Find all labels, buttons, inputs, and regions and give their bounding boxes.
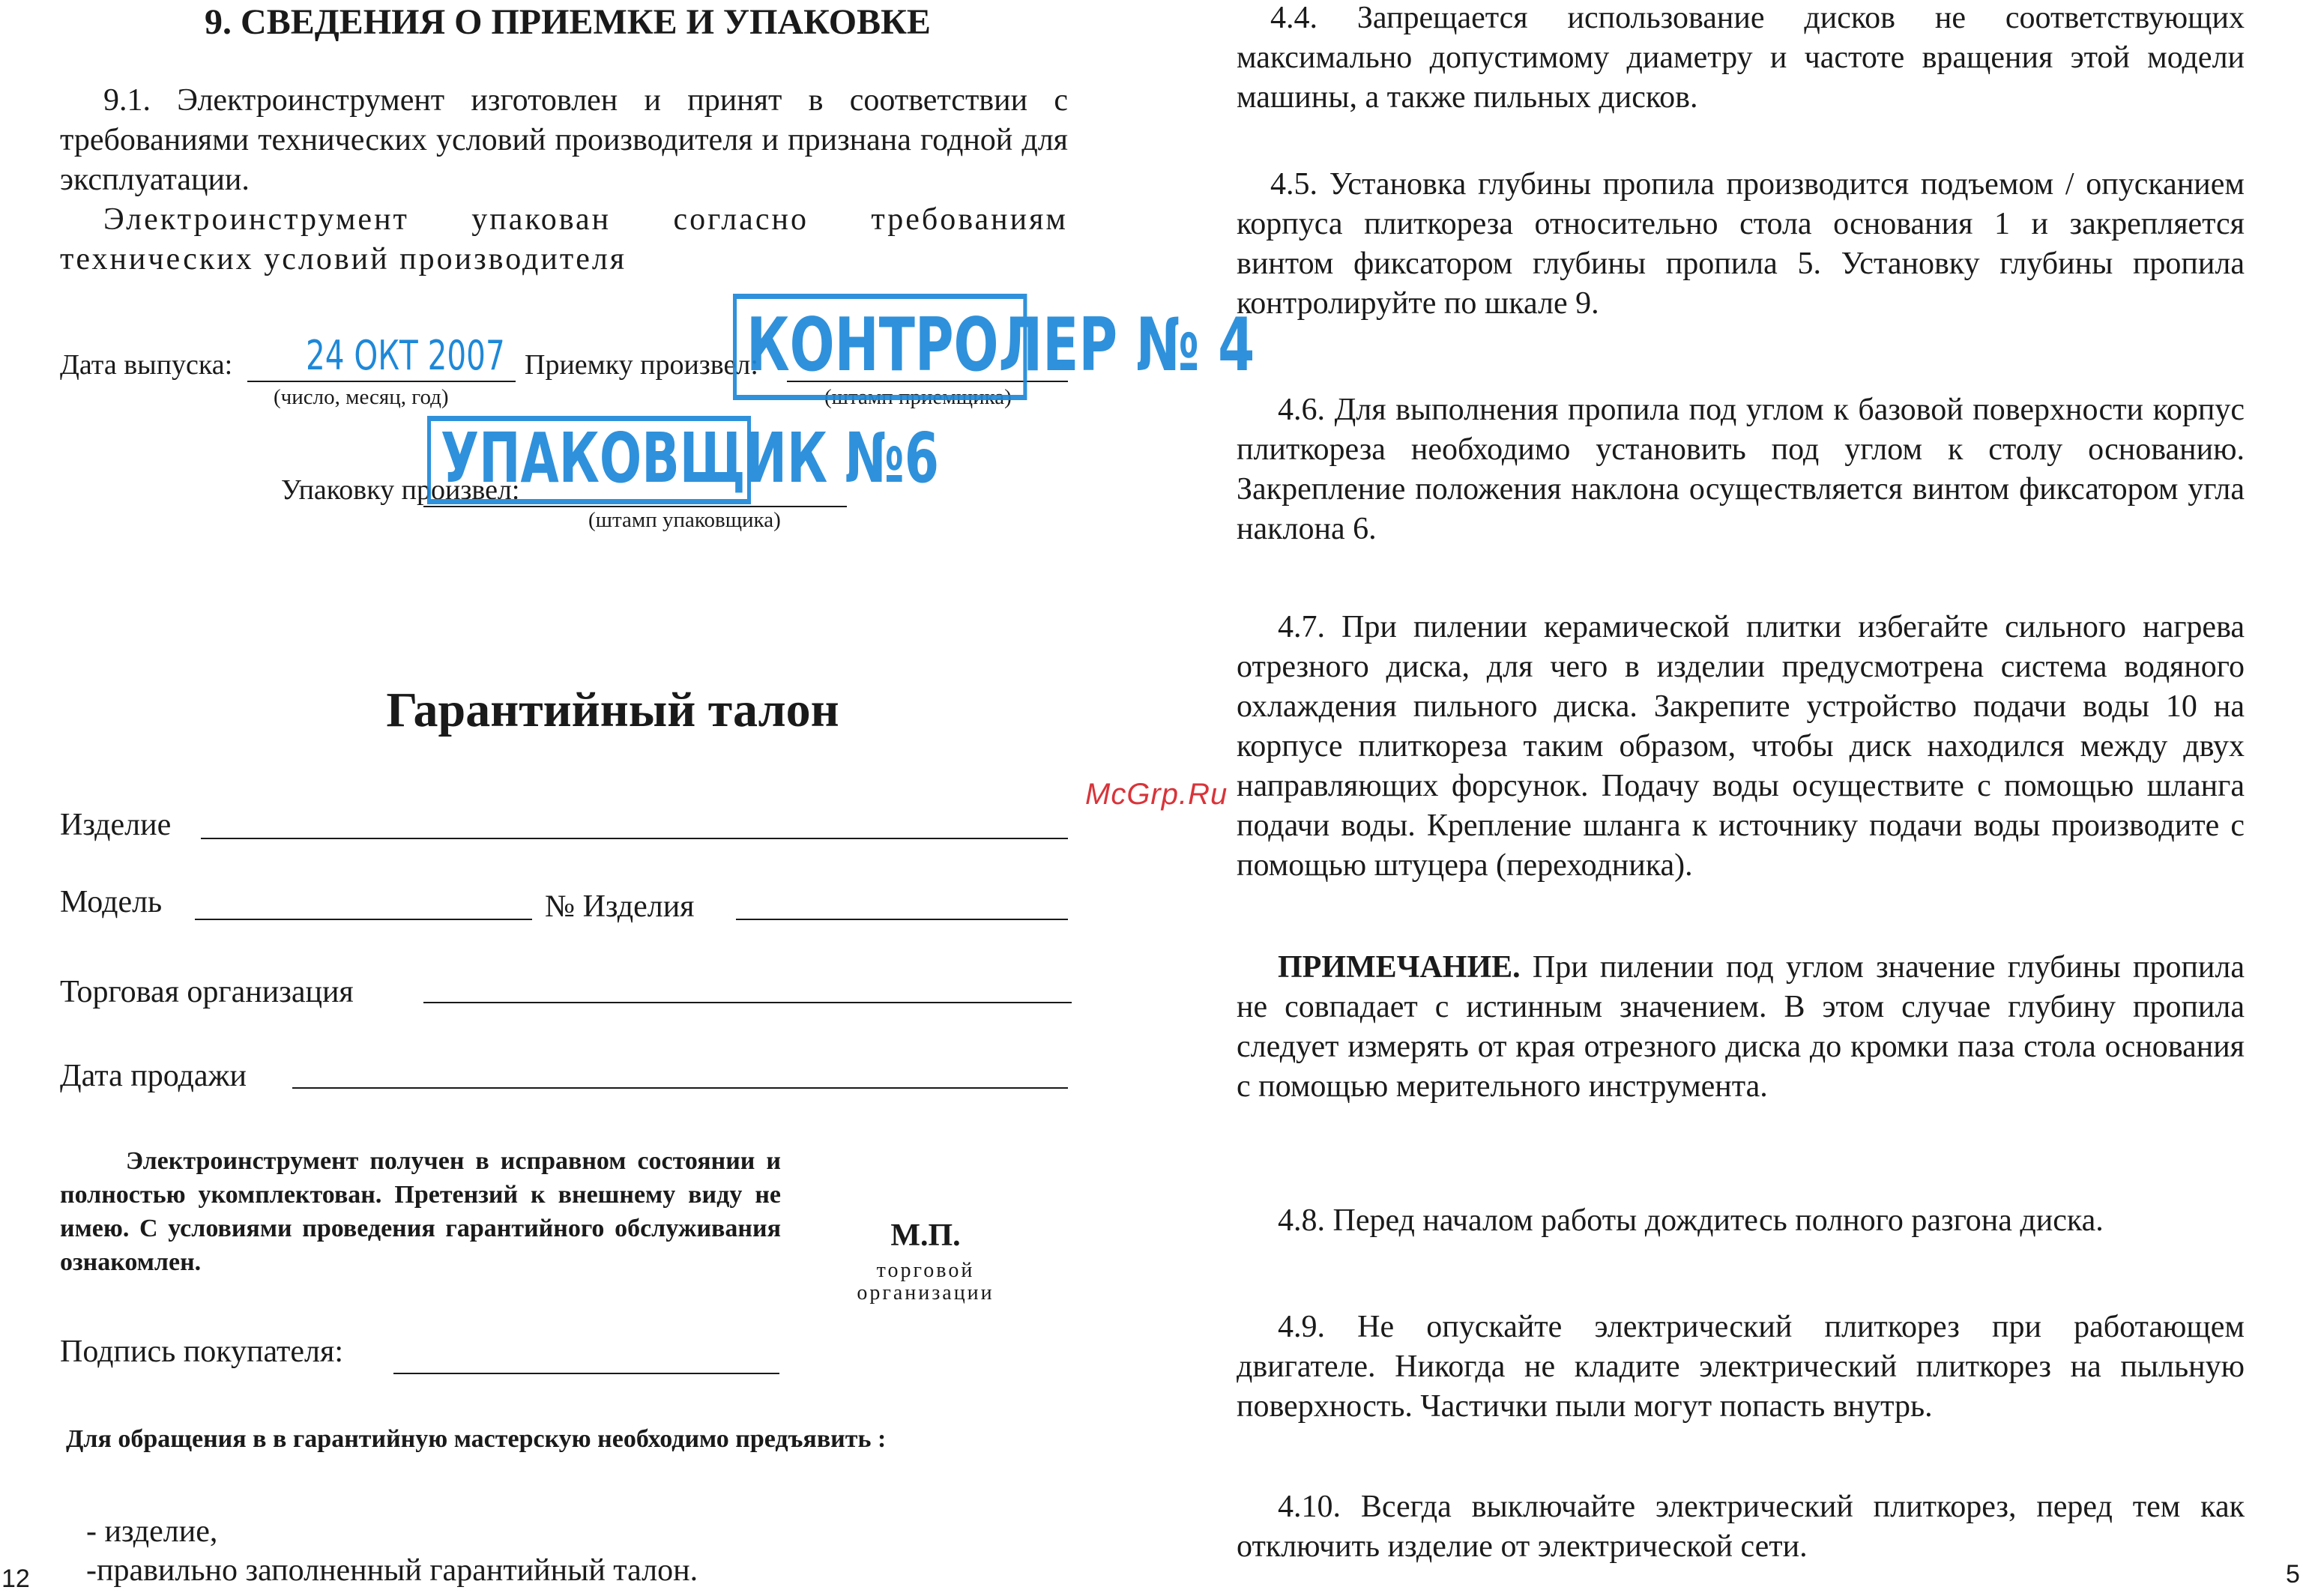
release-date-stamp: 24 ОКТ 2007 xyxy=(306,332,505,379)
paragraph-4-7: 4.7. При пилении керамической плитки избегайте сильного нагрева отрезного диска, для чего в изделии предусмотрена система водяного охлаждения пильного диска. Закрепите устройство подачи воды 10 на корпусе плиткореза таким образом, чтобы диск находился между двух направляющих форсунок. Подачу воды осуществите с помощью шланга подачи воды. Крепление шланга к источнику подачи воды производите с помощью штуцера (переходника). xyxy=(1237,610,2245,883)
packed-label: Упаковку произвел: xyxy=(281,474,520,506)
present-item-1: - изделие, xyxy=(86,1514,218,1549)
field-product-label: Изделие xyxy=(60,808,172,842)
release-date-caption: (число, месяц, год) xyxy=(274,385,449,409)
packed-caption: (штамп упаковщика) xyxy=(588,508,781,532)
field-model-line[interactable] xyxy=(195,919,532,920)
field-trade-org-line[interactable] xyxy=(423,1002,1072,1003)
paragraph-4-10: 4.10. Всегда выключайте электрический плиткорез, перед тем как отключить изделие от электрической сети. xyxy=(1237,1490,2245,1564)
field-sale-date-line[interactable] xyxy=(292,1087,1068,1089)
paragraph-4-6: 4.6. Для выполнения пропила под углом к базовой поверхности корпус плиткореза необходимо установить под углом к столу основанию. Закрепление положения наклона осуществляется винтом фиксатором угла наклона 6. xyxy=(1237,393,2245,546)
accepted-stamp: КОНТРОЛЕР № 4 xyxy=(733,294,1027,400)
accepted-caption: (штамп приемщика) xyxy=(824,385,1012,409)
buyer-statement: Электроинструмент получен в исправном состоянии и полностью укомплектован. Претензий к внешнему виду не имею. С условиями проведения гарантийного обслуживания ознакомлен. xyxy=(60,1147,781,1276)
paragraph-4-4: 4.4. Запрещается использование дисков не соответствующих максимально допустимому диаметру и частоте вращения этой модели машины, а также пильных дисков. xyxy=(1237,1,2245,115)
paragraph-4-8: 4.8. Перед началом работы дождитесь полного разгона диска. xyxy=(1278,1203,2104,1238)
packed-stamp: УПАКОВЩИК №6 xyxy=(427,416,751,504)
stamp-place-caption-1: торговой xyxy=(876,1259,975,1282)
stamp-place-label: М.П. xyxy=(890,1218,961,1253)
right-page-number: 5 xyxy=(2286,1560,2300,1589)
note-label: ПРИМЕЧАНИЕ. xyxy=(1278,950,1521,985)
buyer-signature-line[interactable] xyxy=(393,1373,779,1374)
field-model-label: Модель xyxy=(60,885,163,919)
warranty-title: Гарантийный талон xyxy=(386,683,839,737)
buyer-signature-label: Подпись покупателя: xyxy=(60,1334,343,1369)
release-date-label: Дата выпуска: xyxy=(60,349,233,381)
section-title: 9. СВЕДЕНИЯ О ПРИЕМКЕ И УПАКОВКЕ xyxy=(205,2,931,42)
field-sale-date-label: Дата продажи xyxy=(60,1059,247,1093)
note-paragraph xyxy=(1237,948,2245,1107)
field-product-no-label: № Изделия xyxy=(545,889,695,924)
left-page-number: 12 xyxy=(1,1565,30,1593)
field-product-line[interactable] xyxy=(201,838,1068,839)
paragraph-4-9: 4.9. Не опускайте электрический плиткорез при работающем двигателе. Никогда не кладите электрический плиткорез на пыльную поверхность. Частички пыли могут попасть внутрь. xyxy=(1237,1310,2245,1424)
field-trade-org-label: Торговая организация xyxy=(60,975,354,1009)
present-heading: Для обращения в в гарантийную мастерскую необходимо предъявить : xyxy=(66,1425,887,1453)
release-date-line xyxy=(247,381,516,382)
paragraph-4-5: 4.5. Установка глубины пропила производится подъемом / опусканием корпуса плиткореза относительно стола основания 1 и закрепляется винтом фиксатором глубины пропила 5. Установку глубины пропила контролируйте по шкале 9. xyxy=(1237,167,2245,321)
paragraph-packed: Электроинструмент упакован согласно требованиям технических условий производителя xyxy=(60,202,1068,276)
stamp-place-caption-2: организации xyxy=(857,1281,994,1305)
paragraph-9-1: 9.1. Электроинструмент изготовлен и принят в соответствии с требованиями технических условий производителя и признана годной для эксплуатации. xyxy=(60,83,1068,197)
field-product-no-line[interactable] xyxy=(736,919,1068,920)
accepted-label: Приемку произвел: xyxy=(525,349,758,381)
packed-line xyxy=(423,506,847,507)
present-item-2: -правильно заполненный гарантийный талон. xyxy=(86,1553,698,1588)
note-text: При пилении под углом значение глубины пропила не совпадает с истинным значением. В этом случае глубину пропила следует измерять от края отрезного диска до кромки паза стола основания с помощью мерительного инструмента. xyxy=(1237,950,2245,1104)
watermark: McGrp.Ru xyxy=(1085,778,1228,811)
